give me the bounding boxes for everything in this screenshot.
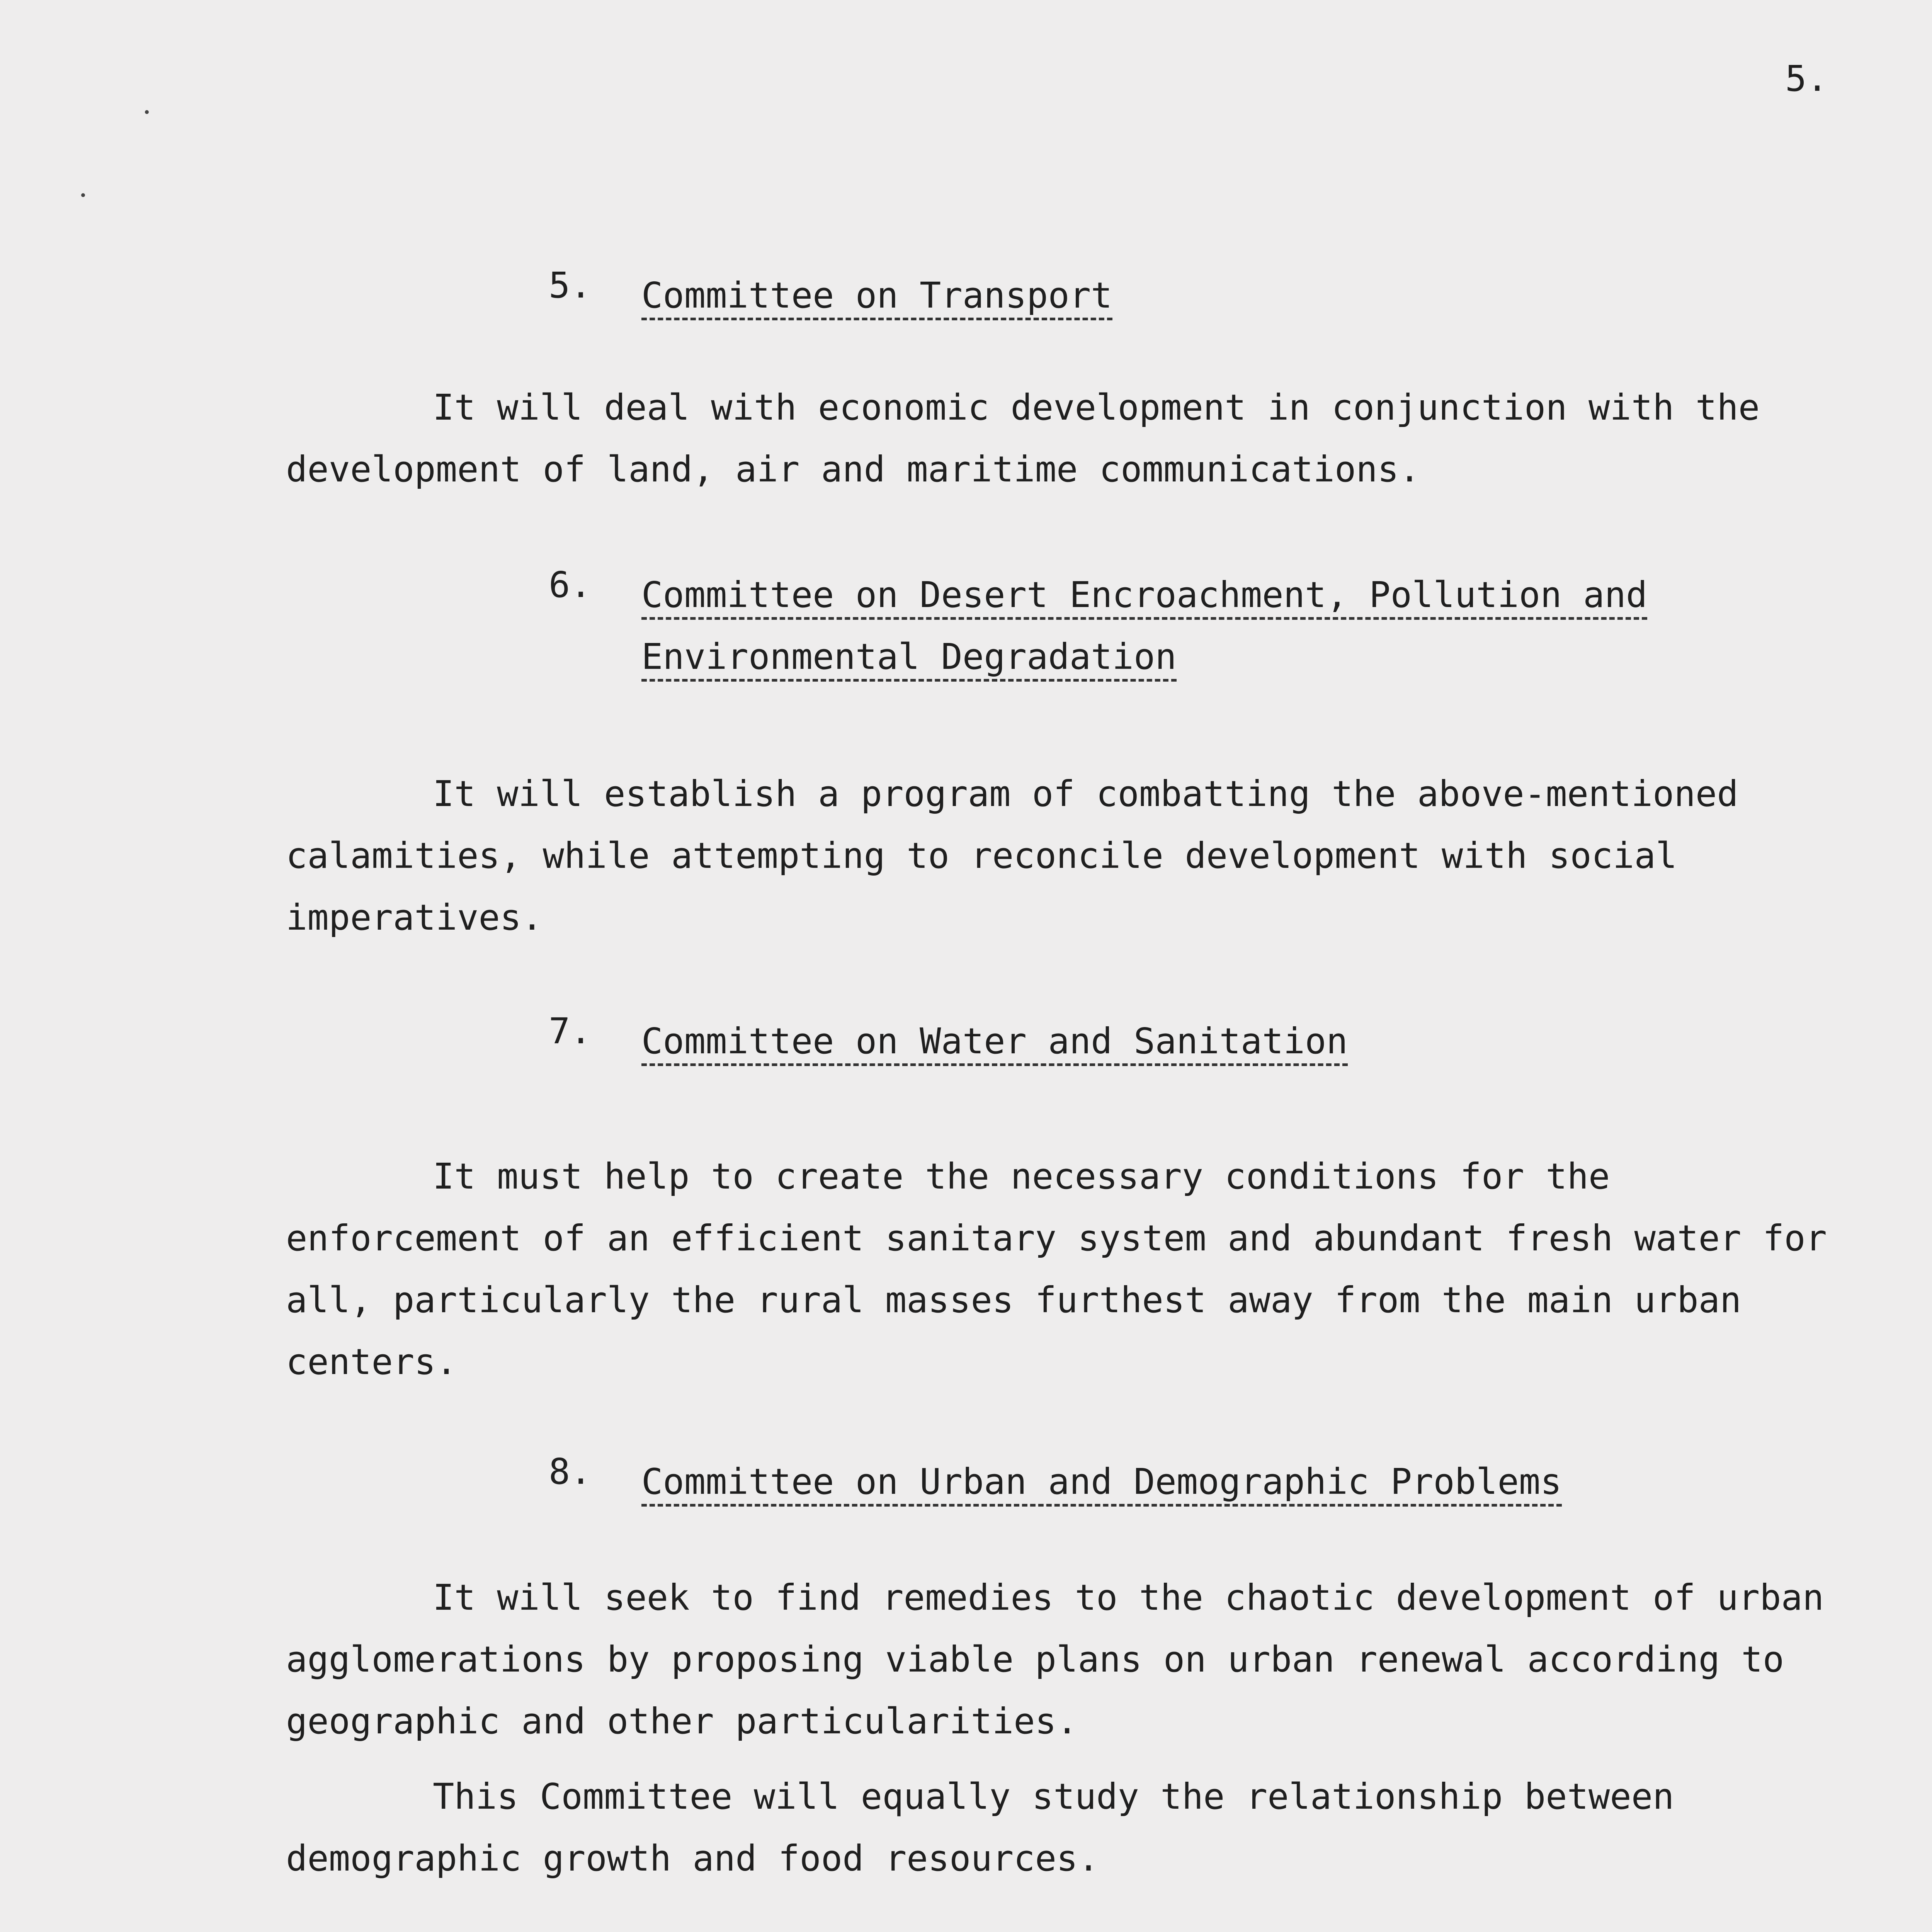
section-paragraph: It will establish a program of combatting the above-mentioned calamities, while attempting to reconcile development with social imperatives. bbox=[286, 773, 1738, 938]
section-title: Committee on Transport bbox=[641, 265, 1917, 327]
paper-speck bbox=[145, 110, 149, 114]
section-title: Committee on Desert Encroachment, Pollution and Environmental Degradation bbox=[641, 564, 1917, 688]
section-paragraph: It will deal with economic development in conjunction with the development of land, air and maritime communications. bbox=[286, 387, 1760, 490]
section-number: 6. bbox=[549, 564, 592, 605]
section-number: 7. bbox=[549, 1010, 592, 1052]
section-paragraph: It will seek to find remedies to the chaotic development of urban agglomerations by proposing viable plans on urban renewal according to geographic and other particularities. bbox=[286, 1577, 1824, 1742]
section-number: 8. bbox=[549, 1451, 592, 1492]
section-title: Committee on Water and Sanitation bbox=[641, 1010, 1917, 1072]
section-paragraph: It must help to create the necessary conditions for the enforcement of an efficient sanitary system and abundant fresh water for all, particularly the rural masses furthest away from the main urban centers. bbox=[286, 1156, 1827, 1383]
paper-speck bbox=[81, 193, 85, 197]
section-title: Committee on Urban and Demographic Problems bbox=[641, 1451, 1917, 1513]
section-number: 5. bbox=[549, 265, 592, 306]
section-paragraph: This Committee will equally study the relationship between demographic growth and food resources. bbox=[286, 1776, 1674, 1879]
page-number: 5. bbox=[1785, 58, 1828, 99]
